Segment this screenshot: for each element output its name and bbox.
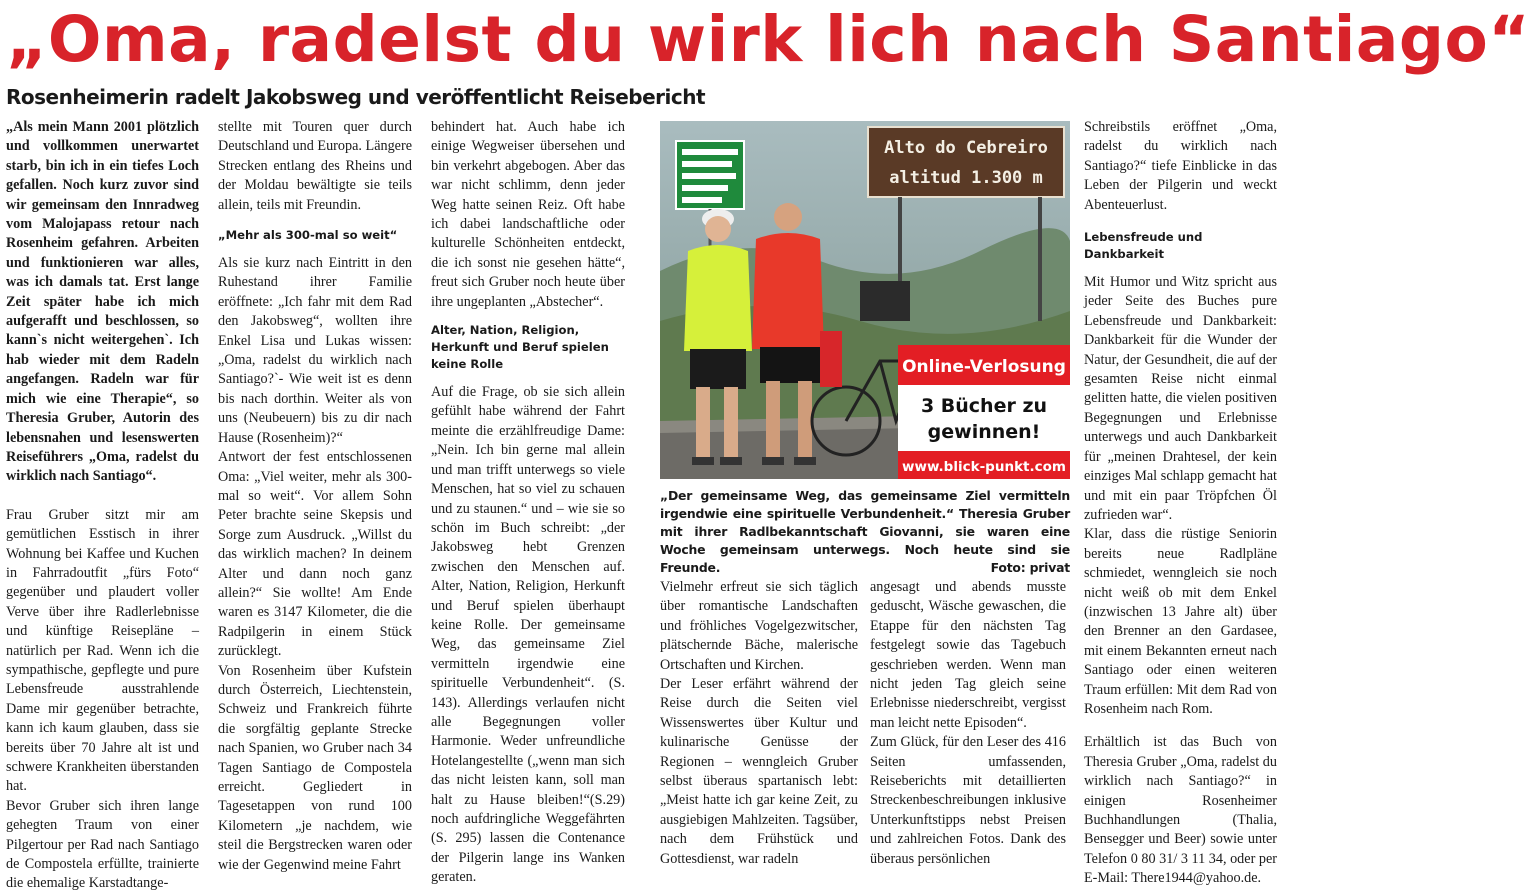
paragraph: behindert hat. Auch habe ich einige Wegweiser übersehen und bin verkehrt abgebogen. Aber das war nicht schlimm, denn jeder Weg hatte seinen Reiz. Oft habe ich dabei landschaftliche oder kulturelle Schönheiten entdeckt, die ich sonst nie gesehen hätte“, freut sich Gruber noch heute über ihre ungeplanten „Abstecher“. [431, 119, 625, 310]
paragraph: Mit Humor und Witz spricht aus jeder Seite des Buches pure Lebensfreude und Dankbarkeit: Dankbarkeit für die Wunder der Natur, der Gesundheit, die auf der gesamten Reise nicht einmal gelitten hatte, die vielen positiven Begegnungen und Erlebnisse unterwegs und auch Dankbarkeit für „meinen Drahtesel, der kein einziges Mal schlapp gemacht hat und mit ein paar Tröpfchen Öl zufrieden war“. [1084, 274, 1277, 523]
section-heading: Alter, Nation, Religion, Herkunft und Beruf spielen keine Rolle [431, 323, 609, 372]
paragraph: Als sie kurz nach Eintritt in den Ruhestand ihrer Familie eröffnete: „Ich fahr mit dem Rad den Jakobsweg“, wollten ihre Enkel Lisa und Lukas wissen: „Oma, radelst du wirklich nach Santiago?`- Wie weit ist es denn bis nach dorthin. Weiter als von uns (Neubeuern) bis zu dir nach Hause (Rosenheim)?“ [218, 255, 412, 446]
promo-title: Online-Verlosung [902, 357, 1066, 377]
section-heading: „Mehr als 300-mal so weit“ [218, 228, 398, 243]
photo-caption [660, 487, 1070, 577]
sign-line1: Alto do Cebreiro [884, 138, 1048, 158]
paragraph: stellte mit Touren quer durch Deutschland und Europa. Längere Strecken entlang des Rheins und der Moldau bewältigte sie teils allein, teils mit Freundin. [218, 119, 412, 213]
paragraph: Antwort der fest entschlossenen Oma: „Viel weiter, mehr als 300-mal so weit“. Vor allem Sohn Peter brachte seine Skepsis und Sorge zum Ausdruck. „Willst du das wirklich machen? In deinem Alter und dann noch ganz allein?“ Sie wollte! Am Ende waren es 3147 Kilometer, die die Radpilgerin in einem Stück zurücklegt. [218, 449, 412, 660]
paragraph: Schreibstils eröffnet „Oma, radelst du wirklich nach Santiago?“ tiefe Einblicke in das Leben der Pilgerin und weckt Abenteuerlust. [1084, 119, 1277, 213]
article-column-5 [870, 578, 1066, 878]
article-column-3 [431, 118, 625, 886]
sign-line2: altitud 1.300 m [889, 168, 1043, 188]
article-photo [660, 121, 1070, 479]
photo-credit: Foto: privat [990, 560, 1070, 575]
article-column-1 [6, 118, 199, 892]
caption-text: „Der gemeinsame Weg, das gemeinsame Ziel vermitteln irgendwie eine spirituelle Verbundenheit.“ Theresia Gruber mit ihrer Radlbekanntschaft Giovanni, sie waren eine Woche gemeinsam unterwegs. Noch heute sind sie Freunde. [660, 488, 1070, 575]
lead-paragraph: „Als mein Mann 2001 plötzlich und vollkommen unerwartet starb, bin ich in ein tiefes Loch gefallen. Noch kurz zuvor sind wir gemeinsam den Innradweg vom Malojapass retour nach Rosenheim gefahren. Arbeiten und funktionieren war alles, was ich damals tat. Erst lange Zeit später habe ich mich aufgerafft und beschlossen, so kann`s nicht weitergehen`. Ich hab wieder mit dem Radeln angefangen. Radeln war für mich wie eine Therapie“, so Theresia Gruber, Autorin des lebensnahen und lesenswerten Reiseführers „Oma, radelst du wirklich nach Santiago“. [6, 119, 199, 485]
paragraph: Von Rosenheim über Kufstein durch Österreich, Liechtenstein, Schweiz und Frankreich führte die sorgfältig geplante Strecke nach Spanien, wo Gruber nach 34 Tagen Santiago de Compostela erreicht. Gegliedert in Tagesetappen von rund 100 Kilometern „je nachdem, wie steil die Bergstrecken waren oder wie der Gegenwind meine Fahrt [218, 662, 412, 873]
handlebar-bag [860, 281, 910, 321]
promo-line1: 3 Bücher zu [920, 395, 1048, 417]
promo-url[interactable]: www.blick-punkt.com [902, 459, 1066, 475]
paragraph: Auf die Frage, ob sie sich allein gefühlt habe während der Fahrt meinte die erzählfreudige Dame: „Nein. Ich bin gerne mal allein und man trifft unterwegs so viele Menschen, hat so viel zu schauen und zu staunen.“ und – wie sie so schön im Buch schreibt: „der Jakobsweg hebt Grenzen zwischen den Menschen auf. Alter, Nation, Religion, Herkunft und Beruf spielen überhaupt keine Rolle. Der gemeinsame Weg, das gemeinsame Ziel vermitteln irgendwie eine spirituelle Verbundenheit“. (S. 143). Allerdings verlaufen nicht alle Begegnungen voller Harmonie. Weder unfreundliche Hotelangestellte („wenn man sich das nicht leisten kann, soll man halt zu Hause bleiben!“(S.29) noch aufdringliche Weggefährten (S. 295) lassen die Contenance der Pilgerin lange ins Wanken geraten. [431, 384, 625, 886]
paragraph: Klar, dass die rüstige Seniorin bereits neue Radlpläne schmiedet, wenngleich sie noch nicht weiß ob mit dem Enkel (inzwischen 13 Jahre alt) über den Brenner an den Gardasee, mit einem Bekannten erneut nach Santiago oder einen weiteren Traum erfüllen: Mit dem Rad von Rosenheim nach Rom. [1084, 526, 1277, 717]
headline: „Oma, radelst du wirk lich nach Santiago“ [6, 3, 1530, 76]
paragraph: angesagt und abends musste geduscht, Wäsche gewaschen, die Etappe für den nächsten Tag festgelegt sowie das Tagebuch geschrieben werden. Wenn man nicht jeden Tag gleich seine Erlebnisse niederschreibt, vergisst man leicht nette Episoden“. [870, 579, 1066, 731]
paragraph: Der Leser erfährt während der Reise durch die Seiten viel Wissenswertes über Kultur und kulinarische Genüsse der Regionen – wenngleich Gruber selbst überaus spartanisch lebt: „Meist hatte ich gar keine Zeit, zu ausgiebigen Mahlzeiten. Tagsüber, nach dem Frühstück und Gottesdienst, war radeln [660, 676, 858, 867]
photo-illustration [660, 121, 1070, 479]
pannier-bag [820, 331, 842, 387]
paragraph: Bevor Gruber sich ihren lange gehegten Traum von einer Pilgertour per Rad nach Santiago de Compostela erfüllte, trainierte die ehemalige Karstadtange- [6, 797, 199, 892]
subheadline: Rosenheimerin radelt Jakobsweg und veröffentlicht Reisebericht [6, 85, 706, 109]
paragraph: Frau Gruber sitzt mir am gemütlichen Esstisch in ihrer Wohnung bei Kaffee und Kuchen in Fahrradoutfit „fürs Foto“ gegenüber und plaudert voller Verve über ihre Radlerlebnisse und künftige Reisepläne – natürlich per Rad. Wenn ich die sympathische, gepflegte und pure Lebensfreude ausstrahlende Dame mir gegenüber betrachte, kann ich kaum glauben, dass sie bereits über 70 Jahre alt ist und schwere Krankheiten überstanden hat. [6, 506, 199, 795]
article-column-2 [218, 118, 412, 880]
article-column-6 [1084, 118, 1277, 887]
paragraph: Vielmehr erfreut sie sich täglich über romantische Landschaften und fröhliches Vogelgezwitscher, plätschernde Bäche, malerische Ortschaften und Kirchen. [660, 579, 858, 673]
article-column-4 [660, 578, 858, 878]
promo-line2: gewinnen! [927, 421, 1041, 443]
section-heading: Lebensfreude und Dankbarkeit [1084, 230, 1203, 262]
paragraph: Erhältlich ist das Buch von Theresia Gruber „Oma, radelst du wirklich nach Santiago?“ in einigen Rosenheimer Buchhandlungen (Thalia, Bensegger und Beer) sowie unter Telefon 0 80 31/ 3 11 34, oder per E-Mail: There1944@yahoo.de. [1084, 734, 1277, 887]
paragraph: Zum Glück, für den Leser des 416 Seiten umfassenden, Reiseberichts mit detaillierten Streckenbeschreibungen inklusive Unterkunftstipps nebst Preisen und zahlreichen Fotos. Dank des überaus persönlichen [870, 734, 1066, 867]
